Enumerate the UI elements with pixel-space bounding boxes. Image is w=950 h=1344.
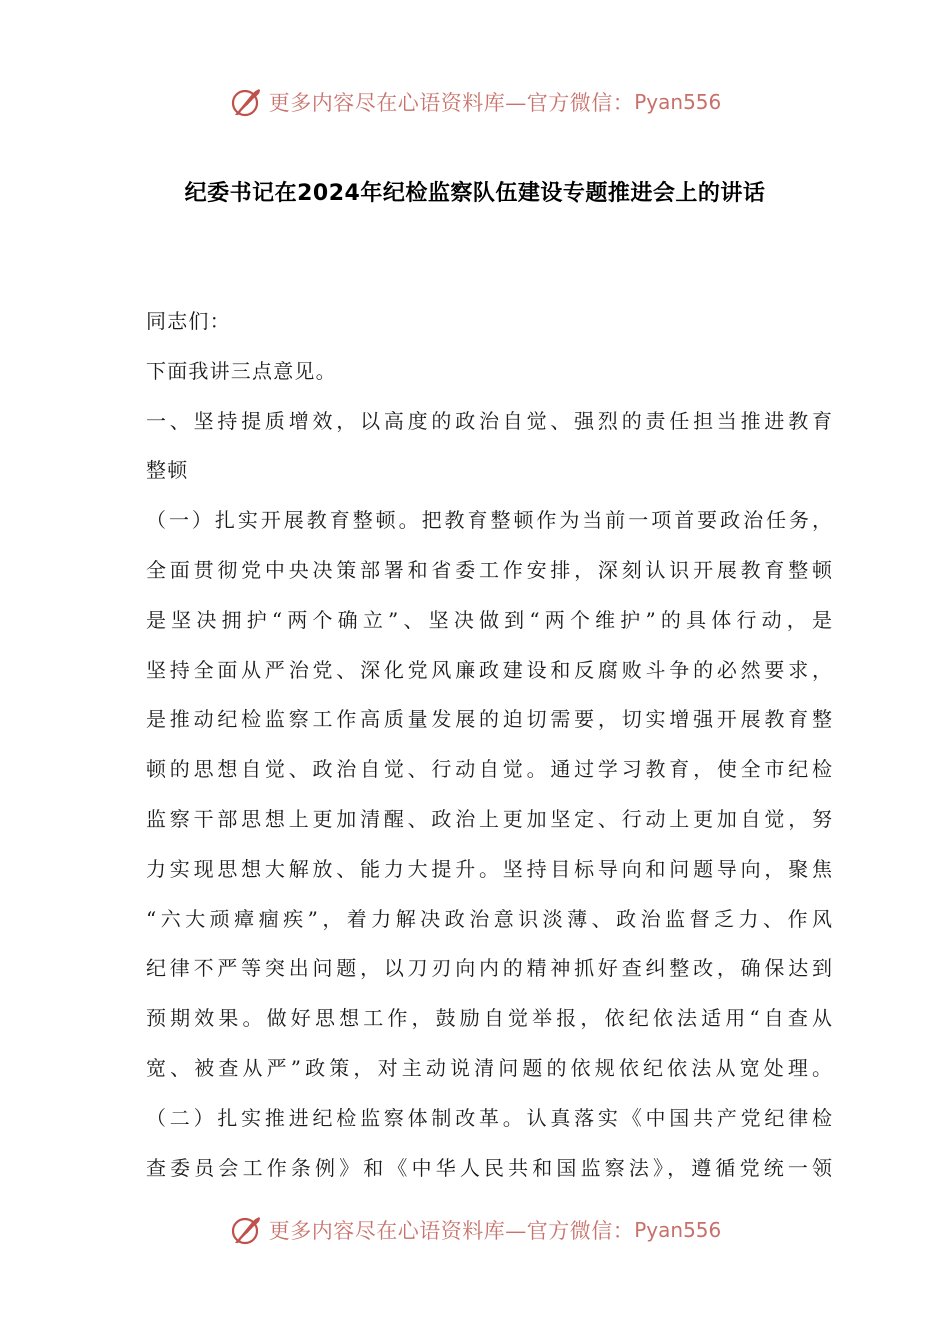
quill-pen-icon (229, 85, 263, 119)
body-line: 纪律不严等突出问题，以刀刃向内的精神抓好查纠整改，确保达到 (146, 956, 832, 981)
banner-wechat-id: Pyan556 (634, 1218, 722, 1242)
body-line: 查委员会工作条例》和《中华人民共和国监察法》，遵循党统一领 (146, 1155, 832, 1180)
body-line: 下面我讲三点意见。 (146, 358, 337, 383)
body-line: 监察干部思想上更加清醒、政治上更加坚定、行动上更加自觉，努 (146, 806, 832, 831)
body-line: 预期效果。做好思想工作，鼓励自觉举报，依纪依法适用“自查从 (146, 1006, 832, 1031)
document-title: 纪委书记在2024年纪检监察队伍建设专题推进会上的讲话 (184, 181, 766, 206)
body-line: 全面贯彻党中央决策部署和省委工作安排，深刻认识开展教育整顿 (146, 557, 832, 582)
footer-banner (0, 1208, 950, 1252)
header-banner (0, 80, 950, 124)
body-line: “六大顽瘴痼疾”，着力解决政治意识淡薄、政治监督乏力、作风 (146, 906, 832, 931)
body-line: 同志们： (146, 309, 231, 333)
body-line: （一）扎实开展教育整顿。把教育整顿作为当前一项首要政治任务， (146, 508, 832, 533)
body-line: 是坚决拥护“两个确立”、坚决做到“两个维护”的具体行动，是 (146, 607, 832, 632)
body-line: 整顿 (146, 458, 189, 483)
banner-wechat-id: Pyan556 (634, 90, 722, 114)
quill-pen-icon (229, 1213, 263, 1247)
body-line: 力实现思想大解放、能力大提升。坚持目标导向和问题导向，聚焦 (146, 856, 832, 881)
banner-text: 更多内容尽在心语资料库—官方微信： (268, 91, 635, 115)
body-line: 顿的思想自觉、政治自觉、行动自觉。通过学习教育，使全市纪检 (146, 757, 832, 782)
body-line: 坚持全面从严治党、深化党风廉政建设和反腐败斗争的必然要求， (146, 657, 832, 682)
document-body (146, 297, 832, 1193)
body-line: （二）扎实推进纪检监察体制改革。认真落实《中国共产党纪律检 (146, 1105, 832, 1130)
body-line: 宽、被查从严”政策，对主动说清问题的依规依纪依法从宽处理。 (146, 1055, 832, 1080)
body-line: 是推动纪检监察工作高质量发展的迫切需要，切实增强开展教育整 (146, 707, 832, 732)
banner-text: 更多内容尽在心语资料库—官方微信： (268, 1219, 635, 1243)
body-line: 一、坚持提质增效，以高度的政治自觉、强烈的责任担当推进教育 (146, 408, 832, 433)
